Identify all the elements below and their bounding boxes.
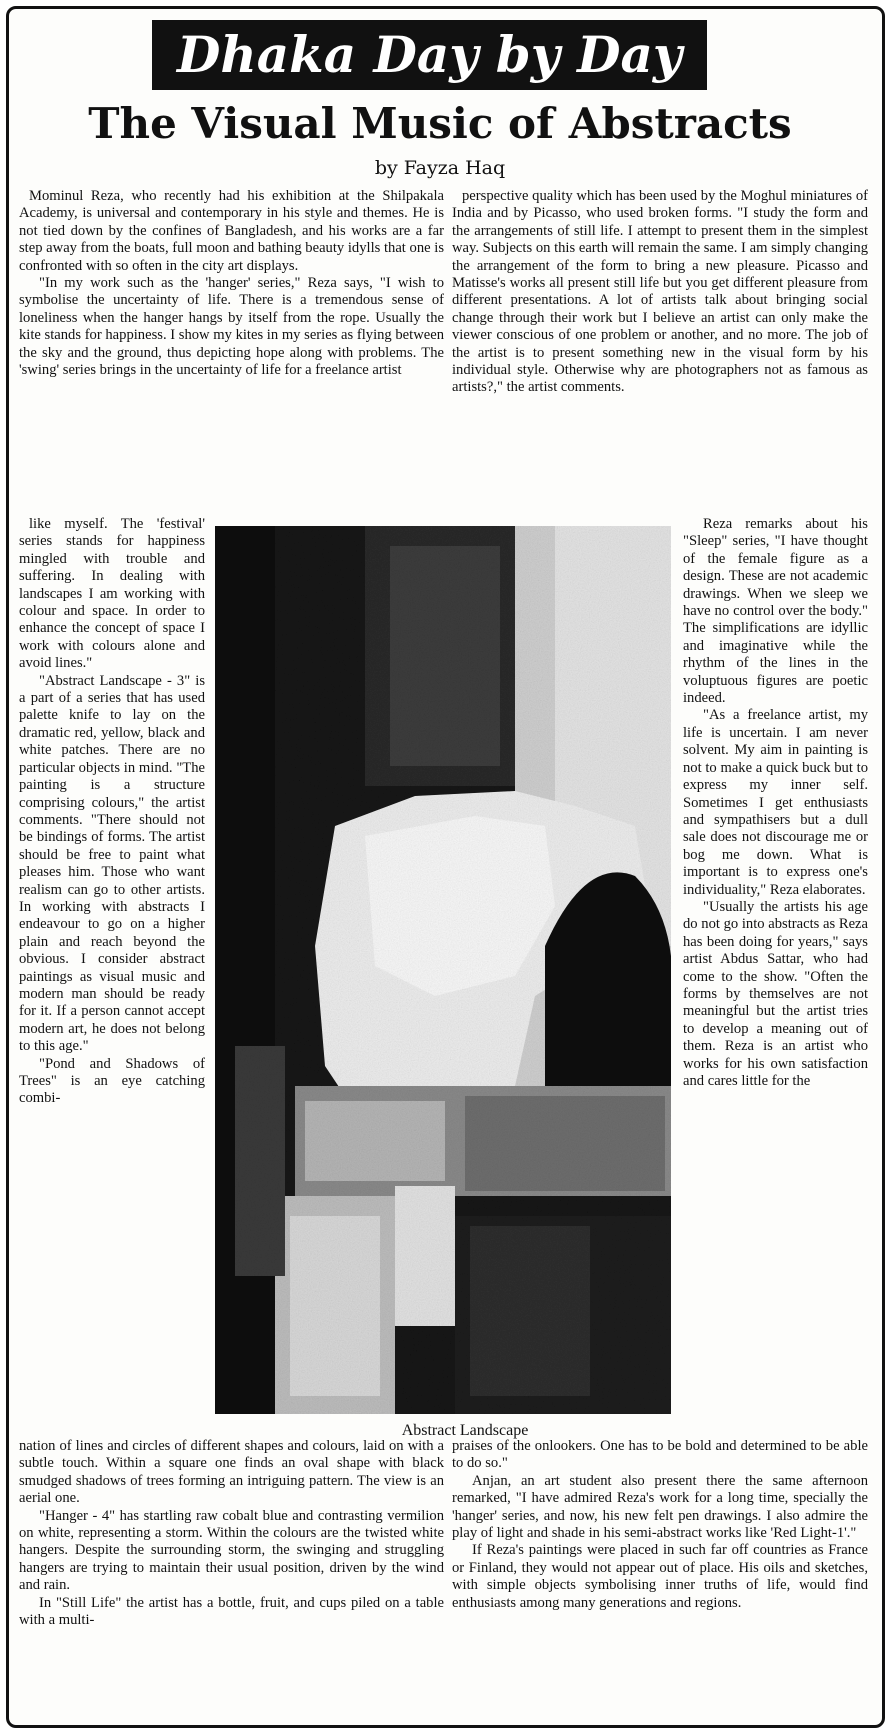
painting-image: [215, 526, 671, 1414]
paragraph: "Hanger - 4" has startling raw cobalt blue and contrasting vermilion on white, representing a storm. Within the colours are the twisted white hangers. Despite the surrounding storm, the swinging and struggling hangers are trying to maintain their usual position, driven by the wind and rain.: [19, 1507, 444, 1594]
paragraph: nation of lines and circles of different shapes and colours, laid on with a subtle touch. Within a square one finds an oval shape with black smudged shadows of trees forming an intriguing pattern. The view is an aerial one.: [19, 1438, 444, 1507]
paragraph: "In my work such as the 'hanger' series," Reza says, "I wish to symbolise the uncertainty of life. There is a tremendous sense of loneliness when the hanger hangs by itself from the rope. Usually the kite stands for happiness. I show my kites in my series as flying between the sky and the ground, thus depicting hope along with problems. The 'swing' series brings in the uncertainty of life for a freelance artist: [19, 275, 444, 379]
article-headline: The Visual Music of Abstracts: [88, 99, 792, 148]
paragraph: "Pond and Shadows of Trees" is an eye catching combi-: [19, 1055, 205, 1107]
paragraph: Mominul Reza, who recently had his exhibition at the Shilpakala Academy, is universal and contemporary in his style and themes. He is not tied down by the confines of Bangladesh, and his works are a far step away from the boats, full moon and bathing beauty idylls that one is confronted with so often in the city art displays.: [19, 188, 444, 274]
column-left-narrow: [19, 516, 205, 1108]
paragraph: Reza remarks about his "Sleep" series, "I have thought of the female figure as a design. These are not academic drawings. When we sleep we have no control over the body." The simplifications are idyllic and imaginative while the rhythm of the lines in the voluptuous figures are poetic indeed.: [683, 516, 868, 707]
column-masthead: Dhaka Day by Day: [152, 20, 707, 90]
paragraph: perspective quality which has been used by the Moghul miniatures of India and by Picasso, who used broken forms. "I study the form and the arrangements of still life. I attempt to present them in the simplest way. Subjects on this earth will remain the same. I am simply changing the arrangement of the form to bring a new pleasure. Picasso and Matisse's works all present still life but you get different pleasure from different presentations. A lot of artists talk about bringing social change through their work but I believe an artist can only make the viewer conscious of one problem or another, and no more. The job of the artist is to present something new in the visual form by his individual style. Otherwise why are photographers not as famous as artists?," the artist comments.: [452, 188, 868, 396]
paragraph: "Abstract Landscape - 3" is a part of a series that has used palette knife to lay on the dramatic red, yellow, black and white patches. There are no particular objects in mind. "The painting is a structure comprising colours," the artist comments. "There should not be bindings of forms. The artist should be free to paint what pleases him. Those who want realism can go to other artists. In working with abstracts I endeavour to go on a higher plain and reach beyond the obvious. I consider abstract paintings as visual music and modern man should be ready for it. If a person cannot accept modern art, he does not belong to this age.": [19, 672, 205, 1055]
column-1-bottom: [19, 1438, 444, 1629]
paragraph: Anjan, an art student also present there the same afternoon remarked, "I have admired Reza's work for a long time, specially the 'hanger' series, and now, his new felt pen drawings. I also admire the play of light and shade in his semi-abstract works like 'Red Light-1'.": [452, 1472, 868, 1542]
column-right-narrow: [683, 516, 868, 1090]
column-1-top: [19, 188, 444, 379]
paragraph: In "Still Life" the artist has a bottle, fruit, and cups piled on a table with a multi-: [19, 1594, 444, 1629]
paragraph: "Usually the artists his age do not go into abstracts as Reza has been doing for years," says artist Abdus Sattar, who had come to the show. "Often the forms by themselves are not meaningful but the artist tries to develop a meaning out of them. Reza is an artist who works for his own satisfaction and cares little for the: [683, 898, 868, 1089]
column-2-top: [452, 188, 868, 397]
article-byline: by Fayza Haq: [374, 157, 506, 179]
paragraph: "As a freelance artist, my life is uncertain. I am never solvent. My aim in painting is not to make a quick buck but to express my inner self. Sometimes I get enthusiasts and sympathisers but a dull sale does not discourage me or bog me down. What is important is to express one's individuality," Reza elaborates.: [683, 707, 868, 898]
paragraph: praises of the onlookers. One has to be bold and determined to be able to do so.": [452, 1438, 868, 1472]
paragraph: If Reza's paintings were placed in such far off countries as France or Finland, they would not appear out of place. His oils and sketches, with simple objects symbolising inner truths of life, would find enthusiasts among many generations and regions.: [452, 1542, 868, 1611]
photo-caption: Abstract Landscape: [401, 1422, 529, 1439]
abstract-landscape-photo: [215, 526, 671, 1414]
column-2-bottom: [452, 1438, 868, 1612]
paragraph: like myself. The 'festival' series stands for happiness mingled with trouble and suffering. In dealing with landscapes I am working with colour and space. In order to enhance the concept of space I work with colours alone and avoid lines.": [19, 516, 205, 672]
